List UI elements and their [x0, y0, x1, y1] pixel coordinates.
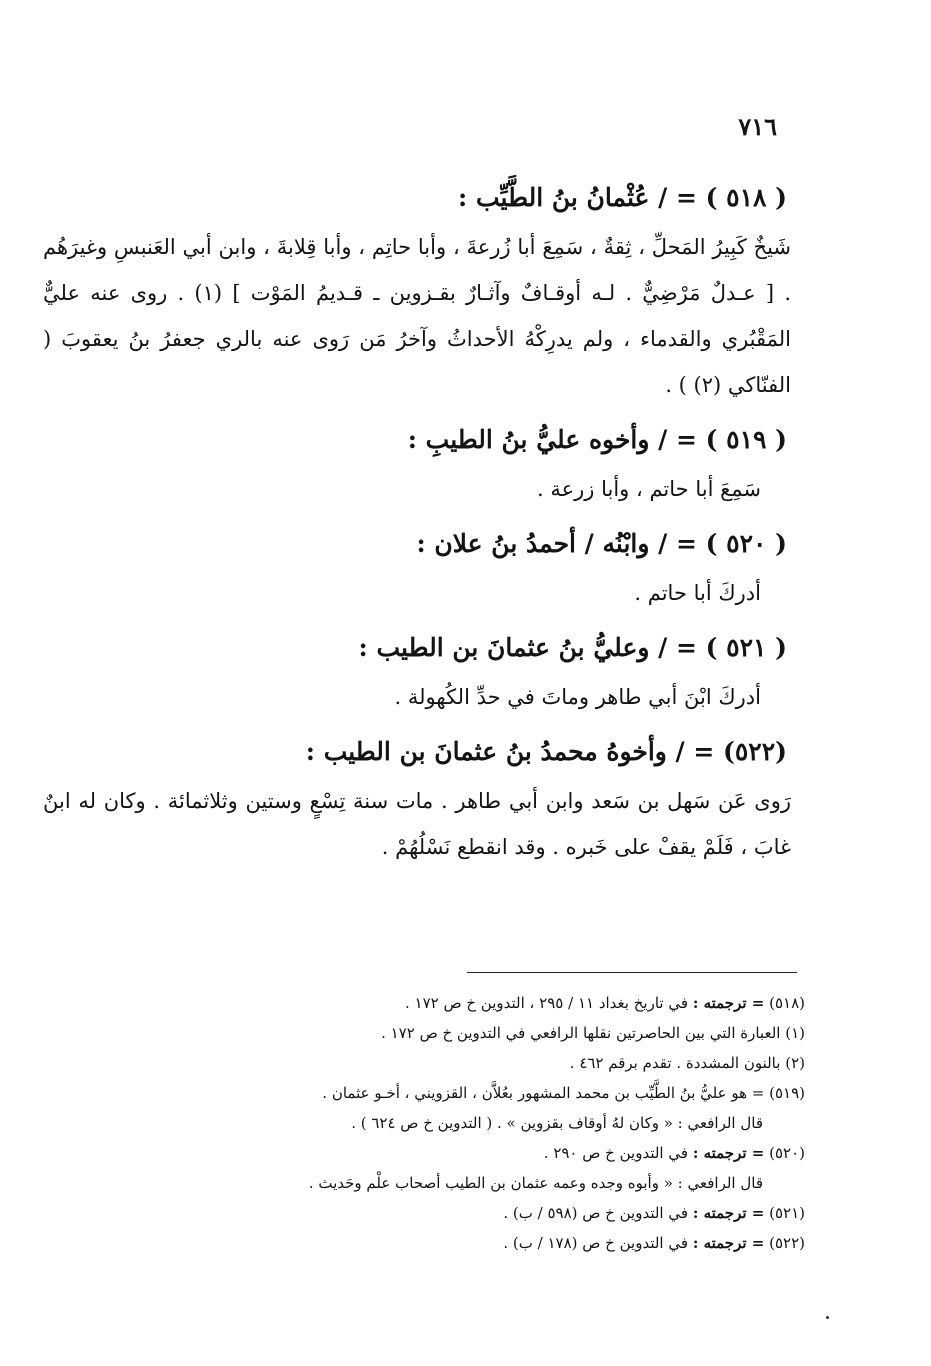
entry-521 — [91, 628, 791, 720]
scan-speck — [826, 1316, 829, 1319]
entry-body: رَوى عَن سَهل بن سَعد وابن أبي طاهر . مات سنة تِسْعٍ وستين وثلاثمائة . وكان له ابنٌ غابَ ، فَلَمْ يقفْ على خَبره . وقد انقطع نَسْلُهُمْ . — [43, 789, 791, 859]
footnote-label: = ترجمته : — [692, 994, 765, 1012]
entry-body: سَمِعَ أبا حاتم ، وأبا زرعة . — [537, 477, 761, 501]
footnote-label: = ترجمته : — [692, 1204, 765, 1222]
entry-519 — [91, 420, 791, 512]
footnote — [105, 1018, 805, 1048]
footnote-text: العبارة التي بين الحاصرتين نقلها الرافعي في التدوين خ ص ١٧٢ . — [381, 1024, 781, 1042]
footnote-text: في تاريخ بغداد ١١ / ٢٩٥ ، التدوين خ ص ١٧٢ . — [404, 994, 689, 1012]
footnote — [105, 1048, 805, 1078]
footnote-marker: (٥٢٢) — [769, 1234, 805, 1252]
footnote-marker: (٥١٩) — [769, 1084, 805, 1102]
footnote — [105, 1228, 805, 1258]
footnote-marker: (٥١٨) — [769, 994, 805, 1012]
entry-520 — [91, 524, 791, 616]
entry-heading: ( ٥٢١ ) = / وعليُّ بنُ عثمانَ بن الطيب : — [358, 633, 787, 662]
footnote-text: في التدوين خ ص (٥٩٨ / ب) . — [503, 1204, 689, 1222]
footnote-continuation — [105, 1168, 805, 1198]
footnote — [105, 1138, 805, 1168]
footnote-marker: (٥٢١) — [769, 1204, 805, 1222]
footnote-text: بالنون المشددة . تقدم برقم ٤٦٢ . — [569, 1054, 781, 1072]
entry-522 — [43, 732, 791, 870]
footnote-text: في التدوين خ ص (١٧٨ / ب) . — [503, 1234, 689, 1252]
entry-518 — [43, 178, 791, 408]
entry-heading: ( ٥١٩ ) = / وأخوه عليُّ بنُ الطيبِ : — [407, 425, 787, 454]
biography-entries — [43, 178, 791, 882]
footnote-marker: (٥٢٠) — [769, 1144, 805, 1162]
footnotes — [105, 988, 805, 1258]
entry-body: أدركَ أبا حاتم . — [634, 581, 761, 605]
footnote-marker: (١) — [785, 1024, 805, 1042]
footnote-label: = ترجمته : — [692, 1234, 765, 1252]
footnote — [105, 1198, 805, 1228]
entry-body: شَيخٌ كَبِيرُ المَحلِّ ، ثِقةٌ ، سَمِعَ أبا زُرعةَ ، وأبا حاتِم ، وأبا قِلابةَ ، وابن أبي العَنبسِ وغيرَهُم . [ عـدلٌ مَرْضِيٌّ . لـه أوقـافٌ وآثـارٌ بقـزوين ـ قـديمُ المَوْت ] (١) . روى عنه عليٌّ المَقْبُري والقدماء ، ولم يدرِكْهُ الأحداثُ وآخرُ مَن رَوى عنه بالري جعفرُ بنُ يعقوبَ ( الفنّاكي (٢) ) . — [43, 235, 791, 397]
footnote-continuation — [105, 1108, 805, 1138]
footnote-divider — [467, 972, 797, 973]
footnote-text: قال الرافعي : « وكان لهُ أوقاف بقزوين » . ( التدوين خ ص ٦٢٤ ) . — [351, 1114, 763, 1132]
entry-heading: (٥٢٢) = / وأخوهُ محمدُ بنُ عثمانَ بن الطيب : — [305, 737, 787, 766]
footnote — [105, 988, 805, 1018]
entry-body: أدركَ ابْنَ أبي طاهر وماتَ في حدِّ الكُهولة . — [394, 685, 761, 709]
footnote-label: = ترجمته : — [692, 1144, 765, 1162]
entry-heading: ( ٥١٨ ) = / عُثْمانُ بنُ الطَّيِّب : — [458, 183, 787, 212]
footnote-text: قال الرافعي : « وأبوه وجده وعمه عثمان بن الطيب أصحاب علْم وحَديث . — [308, 1174, 763, 1192]
footnote — [105, 1078, 805, 1108]
footnote-marker: (٢) — [785, 1054, 805, 1072]
footnote-text: = هو عليُّ بنُ الطَّيِّب بن محمد المشهور بعُلاَّن ، القزويني ، أخـو عثمان . — [322, 1084, 765, 1102]
footnote-text: في التدوين خ ص ٢٩٠ . — [543, 1144, 689, 1162]
entry-heading: ( ٥٢٠ ) = / وابْنُه / أحمدُ بنُ علان : — [416, 529, 787, 558]
page-number: ٧١٦ — [738, 112, 777, 141]
